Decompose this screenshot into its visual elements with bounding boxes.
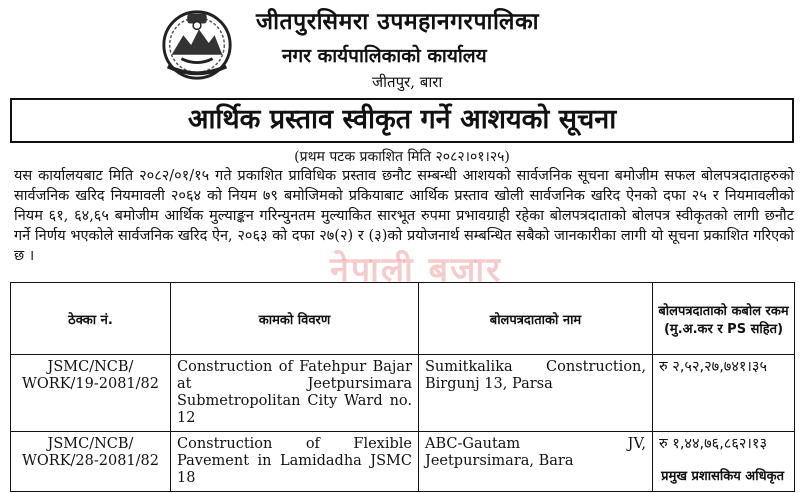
- cell-bidder: Sumitkalika Construction, Birgunj 13, Parsa: [419, 355, 653, 432]
- cell-contract-no: JSMC/NCB/ WORK/28-2081/82: [11, 432, 171, 492]
- cell-work-desc: Construction of Flexible Pavement in Lamidadha JSMC 18: [171, 432, 419, 492]
- office-name: नगर कार्यपालिकाको कार्यालय: [282, 45, 487, 67]
- cell-amount: रु २,५२,२७,७४१।३५: [653, 355, 795, 432]
- table-header-row: [11, 283, 795, 355]
- signature-title: प्रमुख प्रशासकिय अधिकृत: [661, 469, 784, 484]
- cell-bidder: ABC-Gautam JV, Jeetpursimara, Bara: [419, 432, 653, 492]
- cell-work-desc: Construction of Fatehpur Bajar at Jeetpursimara Submetropolitan City Ward no. 12: [171, 355, 419, 432]
- header-contract-no: ठेक्का नं.: [11, 283, 171, 355]
- notice-header: [0, 0, 804, 98]
- header-bidder: बोलपत्रदाताको नाम: [419, 283, 653, 355]
- header-amount: बोलपत्रदाताको कबोल रकम (मु.अ.कर र PS सहित): [653, 283, 795, 355]
- notice-title-box: [10, 98, 794, 143]
- notice-body: यस कार्यालयबाट मिति २०८२/०१/१५ गते प्रकाशित प्राविधिक प्रस्ताव छनौट सम्बन्धी आशयको सार्वजनिक सूचना बमोजीम सफल बोलपत्रदाताहरुको सार्वजनिक खरिद नियमावली २०६४ को नियम ७९ बमोजिमको प्रकियाबाट आर्थिक प्रस्ताव खोली सार्वजनिक खरिद ऐनको दफा २५ र नियमावलीको नियम ६१, ६४,६५ बमोजीम आर्थिक मुल्याङ्कन गरिन्युनतम मुल्याकित सारभूत रुपमा प्रभावग्राही रहेका बोलपत्रदाताको बोलपत्र स्वीकृतको लागी छनौट गर्ने निर्णय भएकोले सार्वजनिक खरिद ऐन, २०६३ को दफा २७(२) र (३)को प्रयोजनार्थ सम्बन्धित सबैको जानकारीका लागी यो सूचना प्रकाशित गरिएको छ ।: [14, 168, 794, 264]
- org-name: जीतपुरसिमरा उपमहानगरपालिका: [256, 8, 540, 35]
- nepal-government-emblem-icon: [158, 6, 236, 84]
- notice-title: आर्थिक प्रस्ताव स्वीकृत गर्ने आशयको सूचना: [187, 104, 617, 135]
- cell-contract-no: JSMC/NCB/ WORK/19-2081/82: [11, 355, 171, 432]
- table-row: [11, 355, 795, 432]
- notice-subtitle: (प्रथम पटक प्रकाशित मिति २०८२।०१।२५): [294, 149, 510, 165]
- office-location: जीतपुर, बारा: [372, 73, 443, 91]
- header-work-desc: कामको विवरण: [171, 283, 419, 355]
- tender-table: [10, 282, 795, 492]
- cell-amount: रु १,४४,७६,८६२।१३: [653, 432, 795, 492]
- watermark: नेपाली बजार: [330, 250, 503, 290]
